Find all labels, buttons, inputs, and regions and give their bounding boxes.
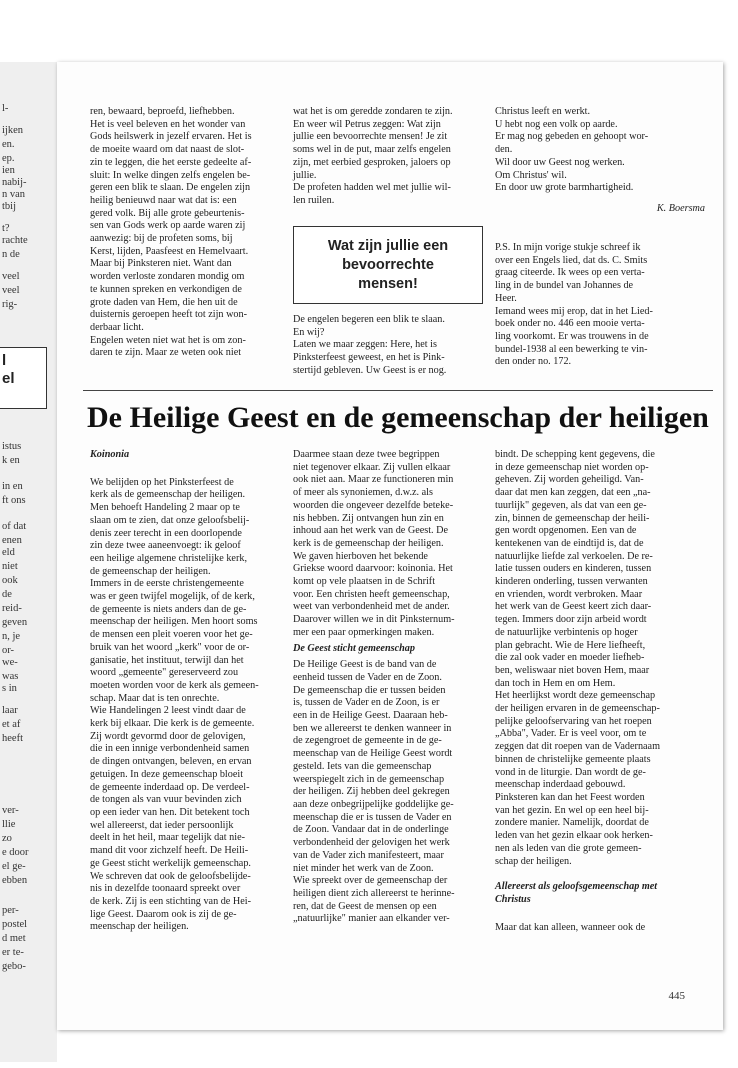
prev-page-fragment: n de xyxy=(2,249,20,260)
top-column-2 xyxy=(293,106,489,208)
text-line: ren, bewaard, beproefd, liefhebben. xyxy=(90,106,235,117)
text-line: of meer als synoniemen, d.w.z. als xyxy=(293,487,433,499)
prev-page-fragment: zo xyxy=(2,833,12,844)
text-line: in deze gemeenschap niet worden op- xyxy=(495,461,649,473)
text-line: van het gezin. En wel op een heel bij- xyxy=(495,804,649,816)
prev-page-fragment: in en xyxy=(2,481,23,492)
text-line: kentekenen van de eindtijd is, dat de xyxy=(495,537,644,549)
text-line: Wie Handelingen 2 leest vindt daar de xyxy=(90,705,246,717)
text-line: Engelen weten niet wat het is om zon- xyxy=(90,334,246,346)
prev-page-fragment: veel xyxy=(2,285,20,296)
text-line: heilig benieuwd naar wat dat is: een xyxy=(90,194,237,206)
text-line: worden verloste zondaren mondig om xyxy=(90,271,245,283)
prev-page-fragment: en. xyxy=(2,139,15,150)
text-line: Maar dat kan alleen, wanneer ook de xyxy=(495,921,646,933)
text-line: de gemeente is niets anders dan de ge- xyxy=(90,603,247,615)
text-line: mer een paar opmerkingen maken. xyxy=(293,626,435,638)
text-line: meenschap der heiligen. Men hoort soms xyxy=(90,616,258,628)
text-line: voor. Een christen heeft gemeenschap, xyxy=(293,588,450,600)
top-column-2-bottom xyxy=(293,314,489,378)
text-line: Daarover willen we in dit Pinksternum- xyxy=(293,614,455,626)
prev-page-fragment: or- xyxy=(2,645,15,656)
text-line: gered volk. Bij alle grote gebeurtenis- xyxy=(90,207,245,219)
text-line: de kerk. Zij is een stichting van de Hei- xyxy=(90,895,251,907)
text-line: jullie. xyxy=(293,169,317,181)
text-line: Kerst, lijden, Paasfeest en Hemelvaart. xyxy=(90,245,249,257)
text-line: wel allereerst, dat ieder persoonlijk xyxy=(90,819,234,831)
prev-page-fragment: el ge- xyxy=(2,861,26,872)
text-line: aanwezig: bij de profeten soms, bij xyxy=(90,233,233,245)
text-line: die in een innige verbondenheid samen xyxy=(90,743,250,755)
prev-page-fragment: rachte xyxy=(2,235,28,246)
prev-page-fragment: eld xyxy=(2,547,15,558)
text-line: De engelen begeren een blik te slaan. xyxy=(293,314,445,325)
text-line: heiligen dient zich allereerst te herinne- xyxy=(293,887,455,899)
prev-page-fragment: rig- xyxy=(2,299,18,310)
text-line: ling in de bundel van Johannes de xyxy=(495,280,634,292)
text-line: En door uw grote barmhartigheid. xyxy=(495,182,634,194)
text-line: vond in de liturgie. Dan wordt de ge- xyxy=(495,766,646,778)
section-heading-christus: Allereerst als geloofsgemeenschap met Christus xyxy=(495,881,658,905)
text-line: Christus leeft en werkt. xyxy=(495,106,591,117)
pull-quote-box xyxy=(293,226,483,304)
text-line: We schreven dat ook de geloofsbelijde- xyxy=(90,870,251,882)
text-line: aan deze onbegrijpelijke goddelijke ge- xyxy=(293,798,454,810)
text-line: de tongen als van vuur bevinden zich xyxy=(90,794,242,806)
text-line: op een ieder van hen. Dit betekent toch xyxy=(90,806,250,818)
prev-page-fragment: t? xyxy=(2,223,10,234)
text-line: kerk bij elkaar. Die kerk is de gemeente. xyxy=(90,718,255,730)
text-line: was er geen twijfel mogelijk, of de kerk, xyxy=(90,591,255,603)
prev-page-fragment: reid- xyxy=(2,603,22,614)
text-line: graag citeerde. Ik wees op een verta- xyxy=(495,267,645,279)
text-line: ge Geest sticht werkelijk gemeenschap. xyxy=(90,857,251,869)
text-line: meenschap van de Heilige Geest wordt xyxy=(293,748,453,760)
prev-page-fragment: gebo- xyxy=(2,961,26,972)
text-line: te kunnen spreken en verkondigen de xyxy=(90,283,242,295)
text-line: En weer wil Petrus zeggen: Wat zijn xyxy=(293,118,441,130)
text-line: tuurlijk" gegeven, als dat van een ge- xyxy=(495,499,647,511)
text-line: kinderen onderling, tussen verwanten xyxy=(495,576,648,588)
text-line: lige Geest. Daarom ook is zij de ge- xyxy=(90,908,237,920)
text-line: weerspiegelt zich in de gemeenschap xyxy=(293,773,445,785)
text-line: nen als leden van die grote gemeen- xyxy=(495,842,642,854)
prev-page-fragment: ebben xyxy=(2,875,28,886)
text-line: sluit: In welke dingen zelfs engelen be- xyxy=(90,169,251,181)
text-line: ben we allereerst te denken wanneer in xyxy=(293,722,452,734)
text-line: ben, weliswaar niet boven Hem, maar xyxy=(495,664,650,676)
text-line: Daarmee staan deze twee begrippen xyxy=(293,449,440,460)
author-signature: K. Boersma xyxy=(656,202,705,214)
prev-page-fragment: er te- xyxy=(2,947,24,958)
prev-page-fragment: ft ons xyxy=(2,495,26,506)
text-line: Immers in de eerste christengemeente xyxy=(90,578,244,590)
previous-page-edge xyxy=(0,62,57,1062)
text-line: zin deze twee aaneenvoegt: ik geloof xyxy=(90,540,241,552)
text-line: tegen. Immers door zijn arbeid wordt xyxy=(495,614,647,626)
prev-page-fragment: et af xyxy=(2,719,21,730)
text-line: daren te zijn. Maar ze weten ook niet xyxy=(90,347,242,359)
text-line: komt op vele plaatsen in de Schrift xyxy=(293,576,436,588)
text-line: leden van het gezin elkaar ook herken- xyxy=(495,830,653,842)
top-column-1 xyxy=(90,106,290,360)
text-line: len ruilen. xyxy=(293,194,335,206)
article-column-1 xyxy=(90,447,290,934)
text-line: die zal ook vader en moeder liefheb- xyxy=(495,652,645,664)
text-line: en vrienden, wordt verbroken. Maar xyxy=(495,588,643,600)
text-line: geren een blik te slaan. De engelen zijn xyxy=(90,182,251,194)
text-line: We gaven hierboven het bekende xyxy=(293,550,428,562)
prev-page-fragment: niet xyxy=(2,561,18,572)
section-divider xyxy=(83,390,713,391)
prev-page-fragment: l- xyxy=(2,103,9,114)
text-line: Men behoeft Handeling 2 maar op te xyxy=(90,502,240,514)
text-line: boek onder no. 446 een mooie verta- xyxy=(495,318,645,330)
text-line: „natuurlijke" manier aan elkander ver- xyxy=(293,913,450,925)
text-line: de moeite waard om dat naast de slot- xyxy=(90,144,245,156)
text-line: kerk als de gemeenschap der heiligen. xyxy=(90,489,246,501)
text-line: slaan om te zien, dat onze geloofsbelij- xyxy=(90,514,250,526)
text-line: schap der heiligen. xyxy=(495,855,572,867)
text-line: de natuurlijke verbintenis op hoger xyxy=(495,626,638,638)
prev-page-fragment: nabij- xyxy=(2,177,27,188)
text-line: gen wordt opgenomen. Een van de xyxy=(495,525,637,537)
prev-page-fragment: de xyxy=(2,589,12,600)
text-line: latie tussen ouders en kinderen, tussen xyxy=(495,563,652,575)
prev-page-fragment: ien xyxy=(2,165,15,176)
text-line: nis hebben. Zij ontvangen hun zin en xyxy=(293,512,444,524)
prev-page-fragment: geven xyxy=(2,617,28,628)
text-line: Om Christus' wil. xyxy=(495,169,567,181)
text-line: wat het is om geredde zondaren te zijn. xyxy=(293,106,453,117)
text-line: een heilige algemene christelijke kerk, xyxy=(90,552,247,564)
text-line: meenschap inderdaad gebouwd. xyxy=(495,779,626,791)
section-heading-koinonia: Koinonia xyxy=(90,449,130,460)
prev-page-fragment: was xyxy=(2,671,19,682)
text-line: woorden die ongeveer dezelfde beteke- xyxy=(293,499,454,511)
text-line: Het heerlijkst wordt deze gemeenschap xyxy=(495,690,656,702)
text-line: ling voorkomt. Er was trouwens in de xyxy=(495,330,649,342)
prev-page-fragment: postel xyxy=(2,919,28,930)
text-line: over een Engels lied, dat ds. C. Smits xyxy=(495,254,648,266)
text-line: zin te leggen, die het eerste gedeelte af- xyxy=(90,156,252,168)
text-line: dan toch in Hem en om Hem. xyxy=(495,677,616,689)
text-line: bruik van het woord „kerk" voor de or- xyxy=(90,641,250,653)
text-line: We belijden op het Pinksterfeest de xyxy=(90,476,234,488)
text-line: is, tussen de Vader en de Zoon, is er xyxy=(293,697,440,709)
prev-page-fragment: ook xyxy=(2,575,18,586)
text-line: zijn, met eerbied gesproken, jaloers op xyxy=(293,156,451,168)
text-line: kerk is de gemeenschap der heiligen. xyxy=(293,537,444,549)
text-line: De profeten hadden wel met jullie wil- xyxy=(293,182,451,194)
text-line: zin, binnen de gemeenschap der heili- xyxy=(495,512,650,524)
text-line: Griekse woord daarvoor: koinonia. Het xyxy=(293,563,453,575)
text-line: mand dit voor zichzelf heeft. De Heili- xyxy=(90,845,249,857)
text-line: binnen de christelijke gemeente plaats xyxy=(495,753,651,765)
text-line: soms wel in de put, maar zelfs engelen xyxy=(293,144,451,156)
prev-page-fragment: k en xyxy=(2,455,20,466)
prev-page-fragment: of dat xyxy=(2,521,27,532)
text-line: derbaar licht. xyxy=(90,321,144,333)
text-line: Pinksteren kan dan het Feest worden xyxy=(495,791,645,803)
text-line: het werk van de Geest keert zich daar- xyxy=(495,601,652,613)
article-column-3 xyxy=(495,449,707,934)
text-line: plan gebracht. Wie de Here liefheeft, xyxy=(495,639,646,651)
text-line: Heer. xyxy=(495,292,517,304)
prev-page-fragment: istus xyxy=(2,441,22,452)
text-line: Pinksterfeest geweest, en het is Pink- xyxy=(293,352,445,364)
text-line: deelt in het heil, maar tegelijk dat nie- xyxy=(90,832,246,844)
prev-page-fragment: we- xyxy=(2,657,18,668)
text-line: Wie spreekt over de gemeenschap der xyxy=(293,875,448,887)
text-line: de gemeente inderdaad op. De verdeel- xyxy=(90,781,250,793)
text-line: sen van Gods werk op aarde waren zij xyxy=(90,220,246,232)
text-line: schap. Maar dat is ten onrechte. xyxy=(90,692,220,704)
prev-page-fragment: e door xyxy=(2,847,29,858)
text-line: verbondenheid der gelovigen het werk xyxy=(293,837,450,849)
text-line: Wil door uw Geest nog werken. xyxy=(495,156,625,168)
text-line: Iemand wees mij erop, dat in het Lied- xyxy=(495,305,653,317)
prev-page-fragment: s in xyxy=(2,683,17,694)
text-line: meenschap der heiligen. xyxy=(90,921,189,933)
prev-page-fragment: per- xyxy=(2,905,19,916)
prev-page-heading-box xyxy=(0,347,47,409)
prev-page-fragment: laar xyxy=(2,705,18,716)
text-line: En wij? xyxy=(293,326,325,338)
prev-page-heading-fragment: l xyxy=(2,352,7,369)
text-line: ren, dat de Geest de mensen op een xyxy=(293,900,437,912)
text-line: den. xyxy=(495,144,513,156)
section-heading-geest: De Geest sticht gemeenschap xyxy=(293,642,415,654)
text-line: geheven. Zij worden geheiligd. Van- xyxy=(495,474,644,486)
text-line: grote daden van Hem, die hen uit de xyxy=(90,296,238,308)
prev-page-heading-fragment: el xyxy=(2,370,15,387)
pull-quote-text: Wat zijn jullie een bevoorrechte mensen! xyxy=(327,237,449,292)
text-line: De Heilige Geest is de band van de xyxy=(293,659,437,671)
text-line: Er mag nog gebeden en gehoopt wor- xyxy=(495,131,649,143)
prev-page-fragment: d met xyxy=(2,933,26,944)
text-line: zondere manier. Namelijk, doordat de xyxy=(495,817,649,829)
text-line: De gemeenschap die er tussen beiden xyxy=(293,684,446,696)
prev-page-fragment: enen xyxy=(2,535,22,546)
text-line: Zij wordt gevormd door de gelovigen, xyxy=(90,730,246,742)
text-line: gesteld. Iets van die gemeenschap xyxy=(293,760,432,772)
text-line: bindt. De schepping kent gegevens, die xyxy=(495,449,655,460)
text-line: Maar bij Pinksteren niet. Want dan xyxy=(90,258,232,270)
text-line: van de Vader zich manifesteert, maar xyxy=(293,849,444,861)
text-line: nis in dezelfde toonaard spreekt over xyxy=(90,883,241,895)
prev-page-fragment: heeft xyxy=(2,733,23,744)
text-line: weet van verbondenheid met de ander. xyxy=(293,601,450,613)
prev-page-fragment: ep. xyxy=(2,153,15,164)
article-column-2 xyxy=(293,449,491,926)
text-line: de mensen een pleit voeren voor het ge- xyxy=(90,629,253,641)
text-line: woord „gemeente" gereserveerd zou xyxy=(90,667,239,679)
prev-page-fragment: n van xyxy=(2,189,26,200)
text-line: den onder no. 172. xyxy=(495,356,572,368)
text-line: meenschap die er is tussen de Vader en xyxy=(293,811,452,823)
prev-page-fragment: veel xyxy=(2,271,20,282)
text-line: Het is veel beleven en het wonder van xyxy=(90,118,246,130)
text-line: Laten we maar zeggen: Here, het is xyxy=(293,339,437,351)
text-line: duisternis geroepen heeft tot zijn won- xyxy=(90,309,248,321)
prev-page-fragment: llie xyxy=(2,819,16,830)
top-column-3 xyxy=(495,106,705,216)
prev-page-fragment: n, je xyxy=(2,631,21,642)
text-line: getuigen. In deze gemeenschap bloeit xyxy=(90,768,244,780)
text-line: bundel-1938 al een bewerking te vin- xyxy=(495,343,648,355)
text-line: niet tegenover elkaar. Zij vullen elkaar xyxy=(293,461,451,473)
text-line: P.S. In mijn vorige stukje schreef ik xyxy=(495,242,641,253)
prev-page-fragment: ijken xyxy=(2,125,23,136)
text-line: jullie een bevoorrechte mensen! Je zit xyxy=(293,131,448,143)
text-line: inhoud aan het werk van de Geest. De xyxy=(293,525,449,537)
text-line: natuurlijke liefde zal verkoelen. De re- xyxy=(495,550,653,562)
text-line: ganisatie, het instituut, terwijl dan het xyxy=(90,654,244,666)
text-line: Gods heilswerk in jezelf ervaren. Het is xyxy=(90,131,252,143)
text-line: „Abba", Vader. Er is veel voor, om te xyxy=(495,728,647,740)
text-line: stertijd gebleven. Uw Geest is er nog. xyxy=(293,364,447,376)
text-line: niet minder het werk van de Zoon. xyxy=(293,862,434,874)
text-line: de gemeenschap der heiligen. xyxy=(90,565,211,577)
text-line: der heiligen ervaren in de gemeenschap- xyxy=(495,703,660,715)
text-line: U hebt nog een volk op aarde. xyxy=(495,118,618,130)
text-line: de zegengroet de gemeente in de ge- xyxy=(293,735,442,747)
text-line: de dingen ontvangen, beleven, en ervan xyxy=(90,756,252,768)
prev-page-fragment: ver- xyxy=(2,805,19,816)
prev-page-fragment: tbij xyxy=(2,201,17,212)
text-line: een in de Heilige Geest. Daaraan heb- xyxy=(293,710,448,722)
article-headline: De Heilige Geest en de gemeenschap der heiligen xyxy=(87,401,709,434)
text-line: pelijke geloofservaring van het roepen xyxy=(495,715,652,727)
text-line: daar dat men kan zeggen, dat een „na- xyxy=(495,487,651,499)
text-line: der heiligen. Zij hebben deel gekregen xyxy=(293,786,450,798)
postscript xyxy=(495,242,705,369)
text-line: zeggen dat dit roepen van de Vadernaam xyxy=(495,741,661,753)
text-line: de Zoon. Vandaar dat in de onderlinge xyxy=(293,824,449,836)
page-number: 445 xyxy=(668,990,685,1002)
text-line: ook niet aan. Maar ze functioneren min xyxy=(293,474,454,486)
magazine-page xyxy=(57,62,723,1030)
text-line: moeten worden voor de kerk als gemeen- xyxy=(90,679,259,691)
text-line: denis zeer terecht in een doorlopende xyxy=(90,527,242,539)
text-line: eenheid tussen de Vader en de Zoon. xyxy=(293,671,442,683)
